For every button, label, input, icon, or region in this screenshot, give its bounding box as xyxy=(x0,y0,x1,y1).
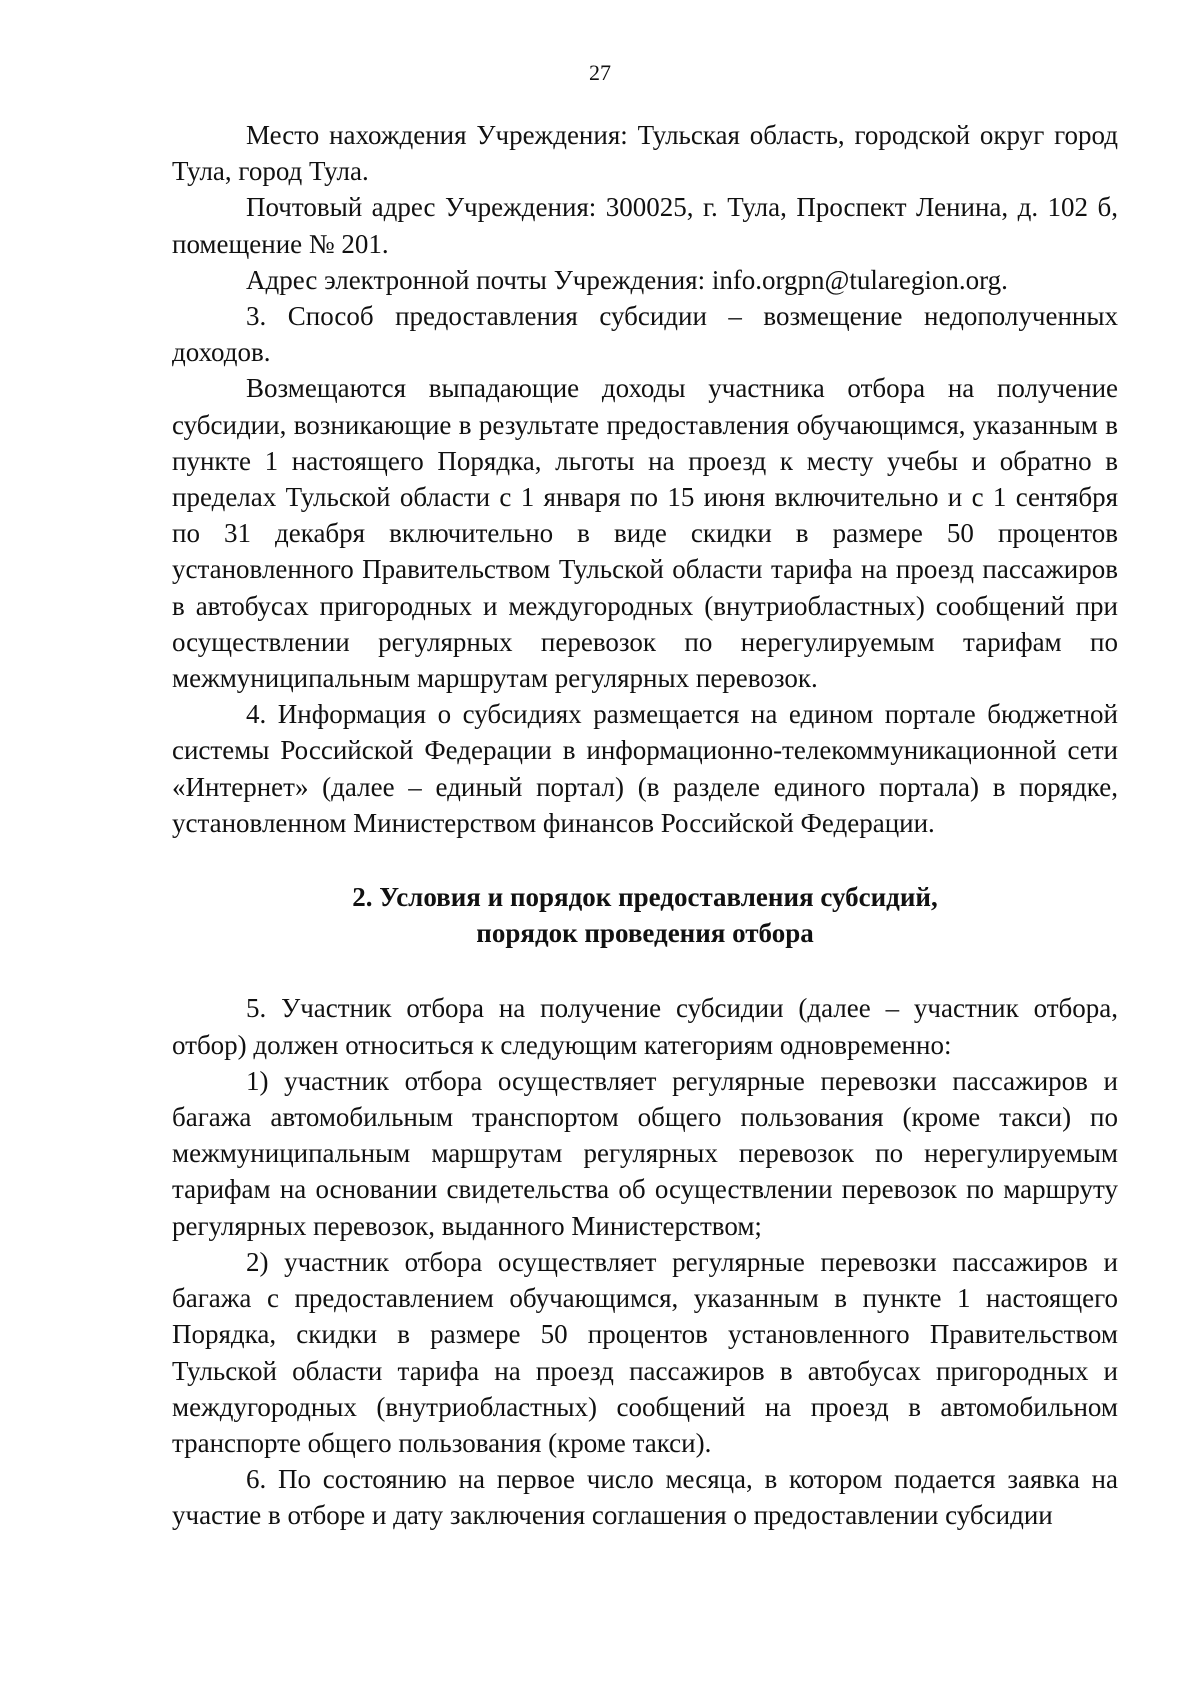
clause-5-paragraph: 5. Участник отбора на получение субсидии (далее – участник отбора, отбор) должен относиться к следующим категориям одновременно: xyxy=(172,993,1118,1060)
email-paragraph: Адрес электронной почты Учреждения: info.orgpn@tularegion.org. xyxy=(246,264,1008,295)
clause-5-item-1: 1) участник отбора осуществляет регулярные перевозки пассажиров и багажа автомобильным транспортом общего пользования (кроме такси) по межмуниципальным маршрутам регулярных перевозок по нерегулируемым тарифам на основании свидетельства об осуществлении перевозок по маршруту регулярных перевозок, выданного Министерством; xyxy=(172,1065,1118,1241)
clause-3-paragraph: 3. Способ предоставления субсидии – возмещение недополученных доходов. xyxy=(172,301,1118,368)
section-2-heading-line-2: порядок проведения отбора xyxy=(476,918,814,949)
clause-5-item-2: 2) участник отбора осуществляет регулярные перевозки пассажиров и багажа с предоставлением обучающимся, указанным в пункте 1 настоящего Порядка, скидки в размере 50 процентов установленного Правительством Тульской области тарифа на проезд пассажиров в автобусах пригородных и междугородных (внутриобластных) сообщений на проезд в автомобильном транспорте общего пользования (кроме такси). xyxy=(172,1246,1118,1458)
location-paragraph: Место нахождения Учреждения: Тульская область, городской округ город Тула, город Тула. xyxy=(172,120,1118,187)
document-body xyxy=(172,117,1118,1534)
page-number: 27 xyxy=(589,60,611,85)
clause-4-paragraph: 4. Информация о субсидиях размещается на едином портале бюджетной системы Российской Федерации в информационно-телекоммуникационной сети «Интернет» (далее – единый портал) (в разделе единого портала) в порядке, установленном Министерством финансов Российской Федерации. xyxy=(172,699,1118,838)
compensation-paragraph: Возмещаются выпадающие доходы участника отбора на получение субсидии, возникающие в результате предоставления обучающимся, указанным в пункте 1 настоящего Порядка, льготы на проезд к месту учебы и обратно в пределах Тульской области с 1 января по 15 июня включительно и с 1 сентября по 31 декабря включительно в виде скидки в размере 50 процентов установленного Правительством Тульской области тарифа на проезд пассажиров в автобусах пригородных и междугородных (внутриобластных) сообщений при осуществлении регулярных перевозок по нерегулируемым тарифам по межмуниципальным маршрутам регулярных перевозок. xyxy=(172,373,1118,694)
section-2-heading-line-1: 2. Условия и порядок предоставления субсидий, xyxy=(352,882,938,913)
section-2-heading xyxy=(172,879,1118,951)
postal-address-paragraph: Почтовый адрес Учреждения: 300025, г. Тула, Проспект Ленина, д. 102 б, помещение № 201. xyxy=(172,192,1118,259)
clause-6-paragraph: 6. По состоянию на первое число месяца, в котором подается заявка на участие в отборе и дату заключения соглашения о предоставлении субсидии xyxy=(172,1464,1118,1531)
